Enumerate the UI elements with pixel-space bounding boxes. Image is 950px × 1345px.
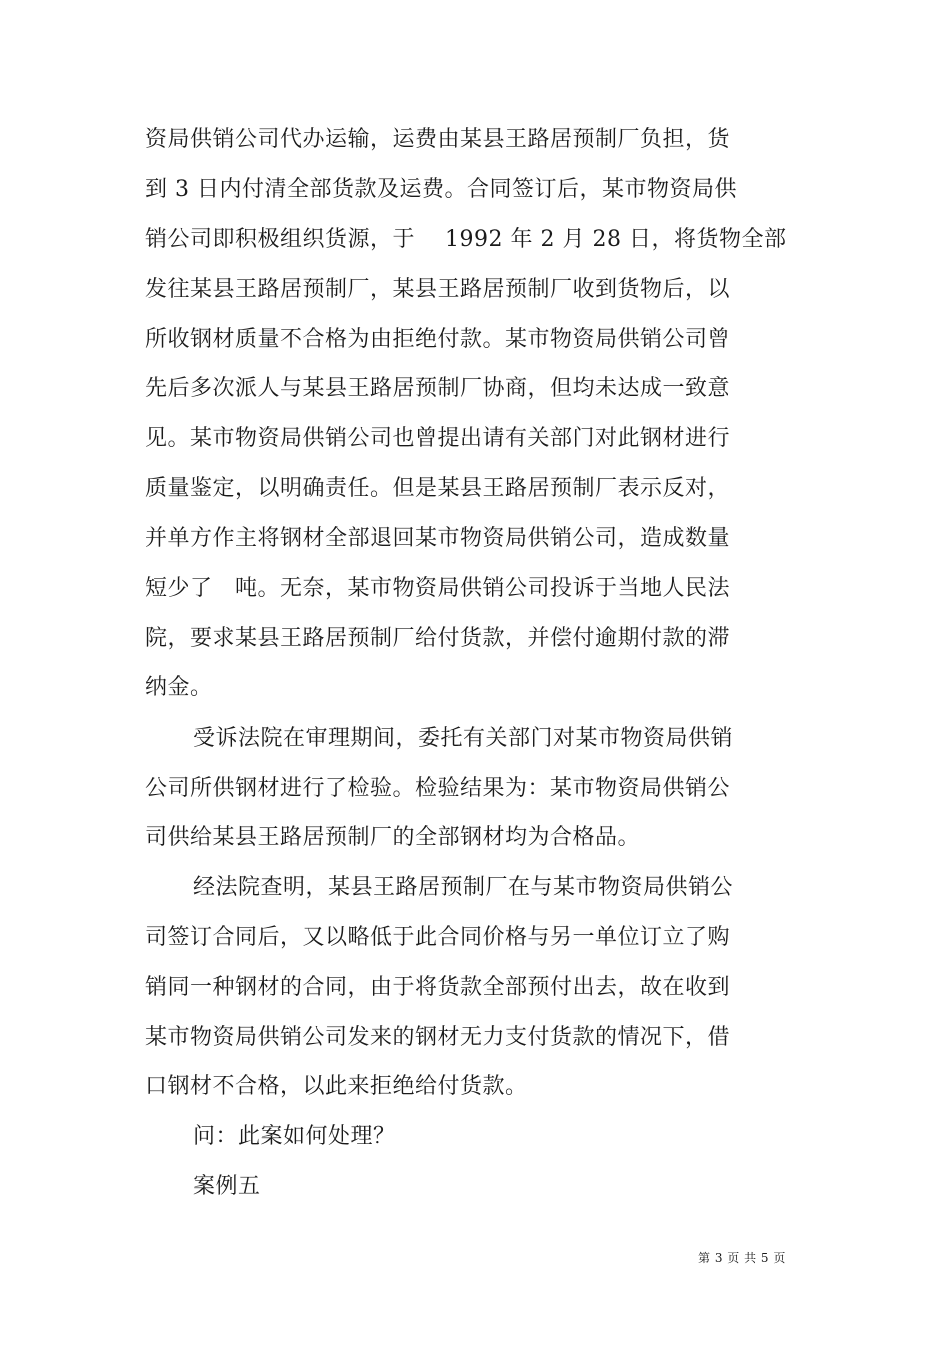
- body-text-line: 受诉法院在审理期间，委托有关部门对某市物资局供销: [193, 726, 734, 751]
- page-number: 第 3 页 共 5 页: [698, 1251, 786, 1265]
- body-text-line: 院，要求某县王路居预制厂给付货款，并偿付逾期付款的滞: [145, 626, 731, 651]
- case-heading: 案例五: [193, 1174, 261, 1199]
- body-text-line: 经法院查明，某县王路居预制厂在与某市物资局供销公: [193, 875, 734, 900]
- body-text-line: 所收钢材质量不合格为由拒绝付款。某市物资局供销公司曾: [145, 327, 731, 352]
- body-text-line: 到 3 日内付清全部货款及运费。合同签订后，某市物资局供: [145, 177, 737, 202]
- body-text-line: 司签订合同后，又以略低于此合同价格与另一单位订立了购: [145, 925, 731, 950]
- body-text-line: 销同一种钢材的合同，由于将货款全部预付出去，故在收到: [145, 975, 731, 1000]
- body-text-line: 资局供销公司代办运输，运费由某县王路居预制厂负担，货: [145, 127, 731, 152]
- question-line: 问：此案如何处理？: [193, 1124, 396, 1149]
- body-text-line: 纳金。: [145, 675, 213, 700]
- body-text-line: 销公司即积极组织货源，于 1992 年 2 月 28 日，将货物全部: [145, 227, 787, 252]
- body-text-line: 发往某县王路居预制厂，某县王路居预制厂收到货物后，以: [145, 277, 731, 302]
- body-text-line: 公司所供钢材进行了检验。检验结果为：某市物资局供销公: [145, 776, 731, 801]
- body-text-line: 先后多次派人与某县王路居预制厂协商，但均未达成一致意: [145, 376, 731, 401]
- body-text-line: 并单方作主将钢材全部退回某市物资局供销公司，造成数量: [145, 526, 731, 551]
- body-text-line: 口钢材不合格，以此来拒绝给付货款。: [145, 1074, 528, 1099]
- body-text-line: 某市物资局供销公司发来的钢材无力支付货款的情况下，借: [145, 1025, 731, 1050]
- body-text-line: 司供给某县王路居预制厂的全部钢材均为合格品。: [145, 825, 641, 850]
- body-text-line: 质量鉴定，以明确责任。但是某县王路居预制厂表示反对，: [145, 476, 731, 501]
- body-text-line: 短少了 吨。无奈，某市物资局供销公司投诉于当地人民法: [145, 576, 731, 601]
- body-text-line: 见。某市物资局供销公司也曾提出请有关部门对此钢材进行: [145, 426, 731, 451]
